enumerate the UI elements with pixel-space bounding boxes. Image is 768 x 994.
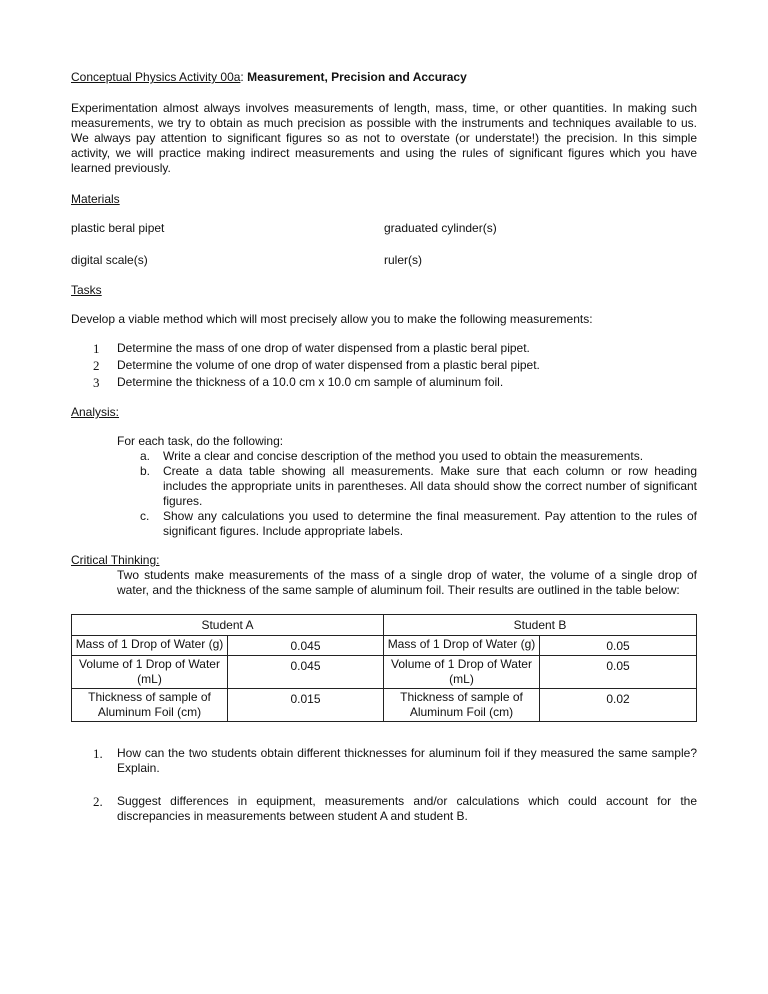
- row-label-a: Thickness of sample of Aluminum Foil (cm): [72, 689, 228, 722]
- task-number: 2: [93, 358, 100, 373]
- analysis-list: [117, 449, 697, 539]
- row-label-b: Volume of 1 Drop of Water (mL): [384, 656, 540, 689]
- analysis-text: Write a clear and concise description of the method you used to obtain the measurements.: [163, 449, 644, 463]
- task-number: 3: [93, 375, 100, 390]
- materials-row: [71, 221, 697, 239]
- student-a-header: Student A: [72, 615, 384, 636]
- table-row: [72, 636, 697, 656]
- material-item: plastic beral pipet: [71, 221, 165, 235]
- student-b-header: Student B: [384, 615, 697, 636]
- questions-list: [71, 746, 697, 824]
- row-label-a: Volume of 1 Drop of Water (mL): [72, 656, 228, 689]
- material-item: ruler(s): [384, 253, 422, 267]
- results-table: [71, 614, 697, 722]
- table-row: [72, 656, 697, 689]
- document-page: [71, 70, 697, 842]
- task-item: [71, 358, 697, 375]
- row-label-b: Thickness of sample of Aluminum Foil (cm): [384, 689, 540, 722]
- title-colon: :: [240, 70, 248, 84]
- activity-label: Conceptual Physics Activity 00a: [71, 70, 241, 84]
- task-item: [71, 375, 697, 392]
- materials-heading: Materials: [71, 192, 120, 206]
- tasks-heading: Tasks: [71, 283, 102, 297]
- task-number: 1: [93, 341, 100, 356]
- activity-title: Measurement, Precision and Accuracy: [247, 70, 467, 84]
- row-label-b: Mass of 1 Drop of Water (g): [384, 636, 540, 656]
- analysis-block: [117, 434, 697, 539]
- row-value-a: 0.015: [228, 689, 384, 722]
- question-text: Suggest differences in equipment, measurements and/or calculations which could account for the discrepancies in measurements between student A and student B.: [117, 794, 697, 823]
- row-value-b: 0.05: [540, 636, 697, 656]
- question-text: How can the two students obtain different thicknesses for aluminum foil if they measured the same sample? Explain.: [117, 746, 697, 775]
- task-text: Determine the mass of one drop of water dispensed from a plastic beral pipet.: [117, 341, 530, 355]
- analysis-item: [117, 449, 697, 464]
- row-label-a: Mass of 1 Drop of Water (g): [72, 636, 228, 656]
- row-value-b: 0.02: [540, 689, 697, 722]
- table-row: [72, 689, 697, 722]
- task-text: Determine the thickness of a 10.0 cm x 10.0 cm sample of aluminum foil.: [117, 375, 504, 389]
- analysis-lead: For each task, do the following:: [117, 434, 284, 448]
- analysis-text: Create a data table showing all measurements. Make sure that each column or row heading includes the appropriate units in parentheses. All data should show the correct number of significant figures.: [163, 464, 697, 508]
- materials-list: [71, 221, 697, 271]
- analysis-item: [117, 509, 697, 539]
- table-header-row: [72, 615, 697, 636]
- analysis-letter: b.: [140, 464, 151, 478]
- document-title: [71, 70, 697, 85]
- critical-thinking-heading: Critical Thinking:: [71, 553, 160, 567]
- tasks-list: [71, 341, 697, 392]
- question-number: 2.: [93, 794, 103, 809]
- material-item: graduated cylinder(s): [384, 221, 497, 235]
- material-item: digital scale(s): [71, 253, 148, 267]
- materials-row: [71, 253, 697, 271]
- question-number: 1.: [93, 746, 103, 761]
- intro-paragraph: Experimentation almost always involves measurements of length, mass, time, or other quantities. In making such measurements, we try to obtain as much precision as possible with the instruments and techniques available to us. We always pay attention to significant figures so as not to overstate (or understate!) the precision. In this simple activity, we will practice making indirect measurements and using the rules of significant figures which you have learned previously.: [71, 101, 697, 175]
- row-value-a: 0.045: [228, 656, 384, 689]
- row-value-a: 0.045: [228, 636, 384, 656]
- question-item: [71, 794, 697, 824]
- tasks-lead: Develop a viable method which will most precisely allow you to make the following measurements:: [71, 312, 593, 326]
- analysis-heading: Analysis:: [71, 405, 120, 419]
- analysis-text: Show any calculations you used to determine the final measurement. Pay attention to the rules of significant figures. Include appropriate labels.: [163, 509, 697, 538]
- critical-thinking-body: Two students make measurements of the mass of a single drop of water, the volume of a single drop of water, and the thickness of the same sample of aluminum foil. Their results are outlined in the table below:: [117, 568, 697, 597]
- question-item: [71, 746, 697, 776]
- row-value-b: 0.05: [540, 656, 697, 689]
- analysis-item: [117, 464, 697, 509]
- analysis-letter: a.: [140, 449, 151, 463]
- task-text: Determine the volume of one drop of water dispensed from a plastic beral pipet.: [117, 358, 540, 372]
- task-item: [71, 341, 697, 358]
- analysis-letter: c.: [140, 509, 150, 523]
